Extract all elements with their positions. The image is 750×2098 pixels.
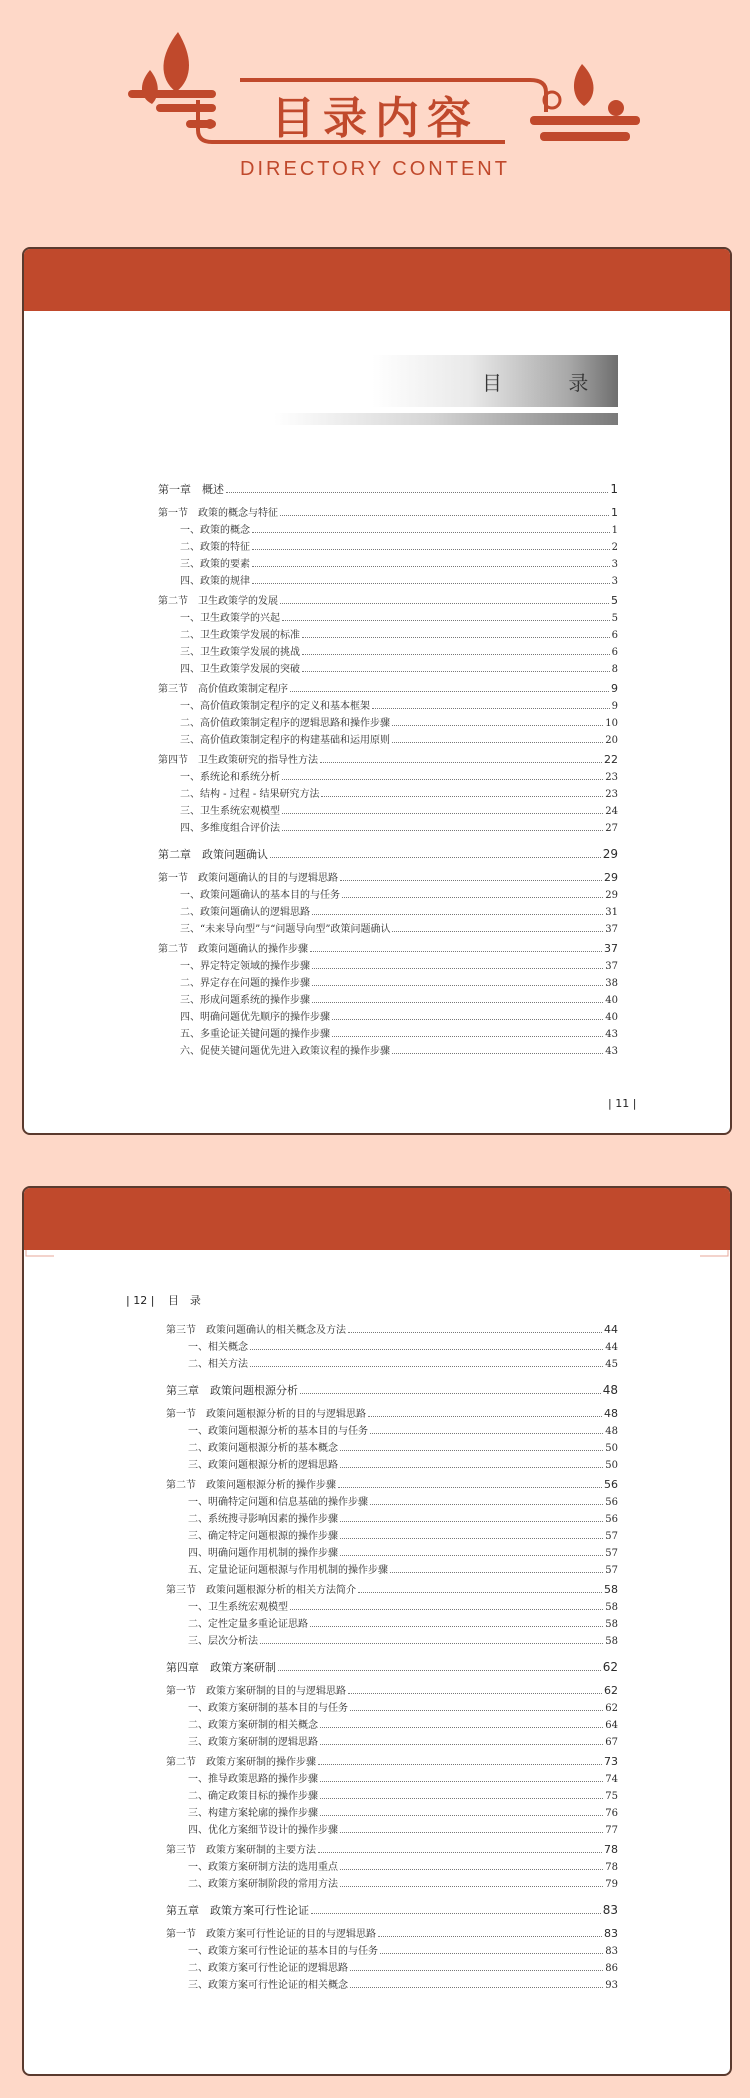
toc-entry-label: 二、政策问题根源分析的基本概念 — [188, 1443, 338, 1454]
toc-entry-chapter[interactable] — [166, 1382, 618, 1402]
dot-leader — [340, 1832, 603, 1833]
toc-entry-section[interactable] — [158, 940, 618, 957]
toc-entry-item[interactable] — [166, 1355, 618, 1372]
toc-entry-label: 三、政策问题根源分析的逻辑思路 — [188, 1460, 338, 1471]
toc-entry-label: 第二章 政策问题确认 — [158, 848, 268, 861]
toc-entry-item[interactable] — [166, 1493, 618, 1510]
toc-entry-label: 四、政策的规律 — [180, 576, 250, 587]
dot-leader — [250, 1366, 603, 1367]
toc-entry-item[interactable] — [166, 1527, 618, 1544]
toc-entry-label: 二、界定存在问题的操作步骤 — [180, 978, 310, 989]
toc-entry-chapter[interactable] — [166, 1902, 618, 1922]
dot-leader — [282, 620, 610, 621]
toc-entry-label: 四、明确问题作用机制的操作步骤 — [188, 1548, 338, 1559]
toc-entry-label: 二、定性定量多重论证思路 — [188, 1619, 308, 1630]
toc-entry-label: 二、政策问题确认的逻辑思路 — [180, 907, 310, 918]
toc-entry-label: 五、定量论证问题根源与作用机制的操作步骤 — [188, 1565, 388, 1576]
toc-entry-section[interactable] — [166, 1321, 618, 1338]
toc-entry-item[interactable] — [158, 572, 618, 589]
toc-entry-item[interactable] — [166, 1875, 618, 1892]
toc-entry-page: 83 — [605, 1946, 618, 1957]
toc-entry-chapter[interactable] — [158, 481, 618, 501]
toc-entry-label: 一、卫生系统宏观模型 — [188, 1602, 288, 1613]
toc-entry-page: 86 — [605, 1963, 618, 1974]
dot-leader — [320, 762, 602, 763]
dot-leader — [340, 1886, 603, 1887]
toc-entry-label: 三、政策方案可行性论证的相关概念 — [188, 1980, 348, 1991]
toc-entry-label: 二、确定政策目标的操作步骤 — [188, 1791, 318, 1802]
toc-entry-page: 6 — [611, 647, 618, 658]
toc-entry-item[interactable] — [166, 1804, 618, 1821]
toc-entry-label: 第三章 政策问题根源分析 — [166, 1384, 298, 1397]
dot-leader — [302, 671, 610, 672]
toc-entry-label: 第二节 卫生政策学的发展 — [158, 596, 278, 607]
toc-entry-label: 二、结构 - 过程 - 结果研究方法 — [180, 789, 320, 800]
toc-entry-page: 73 — [604, 1755, 618, 1768]
toc-entry-page: 1 — [610, 482, 618, 496]
toc-entry-label: 第二节 政策方案研制的操作步骤 — [166, 1757, 316, 1768]
toc-entry-item[interactable] — [166, 1439, 618, 1456]
dot-leader — [282, 813, 603, 814]
toc-entry-page: 57 — [605, 1565, 618, 1576]
dot-leader — [340, 1521, 603, 1522]
toc-entry-page: 44 — [605, 1342, 618, 1353]
corner-mark-icon — [700, 1250, 730, 1258]
toc-entry-page: 58 — [605, 1602, 618, 1613]
toc-entry-label: 第一节 政策问题确认的目的与逻辑思路 — [158, 873, 338, 884]
toc-entry-section[interactable] — [158, 869, 618, 886]
toc-entry-page: 48 — [604, 1407, 618, 1420]
dot-leader — [320, 1781, 603, 1782]
dot-leader — [252, 549, 610, 550]
toc-entry-page: 1 — [611, 506, 618, 519]
toc-entry-label: 第三节 政策问题根源分析的相关方法简介 — [166, 1585, 356, 1596]
dot-leader — [372, 708, 610, 709]
toc-entry-item[interactable] — [158, 1042, 618, 1059]
toc-entry-label: 三、卫生系统宏观模型 — [180, 806, 280, 817]
toc-entry-page: 78 — [604, 1843, 618, 1856]
toc-entry-label: 第一节 政策方案可行性论证的目的与逻辑思路 — [166, 1929, 376, 1940]
toc-entry-item[interactable] — [166, 1821, 618, 1838]
toc-entry-section[interactable] — [166, 1581, 618, 1598]
dot-leader — [320, 1798, 603, 1799]
toc-entry-page: 45 — [605, 1359, 618, 1370]
toc-entry-label: 三、政策的要素 — [180, 559, 250, 570]
dot-leader — [252, 566, 610, 567]
toc-entry-section[interactable] — [158, 504, 618, 521]
toc-page-11 — [22, 247, 732, 1135]
toc-entry-item[interactable] — [158, 731, 618, 748]
toc-entry-page: 43 — [605, 1046, 618, 1057]
running-head — [126, 1292, 211, 1308]
toc-entry-item[interactable] — [158, 521, 618, 538]
toc-title: 目 录 — [482, 371, 619, 395]
toc-entry-item[interactable] — [158, 957, 618, 974]
dot-leader — [380, 1953, 603, 1954]
toc-entry-section[interactable] — [166, 1925, 618, 1942]
dot-leader — [340, 1467, 603, 1468]
toc-entry-page: 23 — [605, 789, 618, 800]
toc-entry-page: 29 — [604, 871, 618, 884]
toc-entry-page: 83 — [604, 1927, 618, 1940]
toc-entry-page: 9 — [611, 701, 618, 712]
banner-title: 目录内容 — [271, 93, 479, 144]
toc-entry-item[interactable] — [158, 974, 618, 991]
dot-leader — [392, 725, 603, 726]
toc-entry-label: 一、相关概念 — [188, 1342, 248, 1353]
toc-entry-page: 31 — [605, 907, 618, 918]
dot-leader — [320, 1744, 603, 1745]
toc-entry-item[interactable] — [158, 819, 618, 836]
toc-entry-item[interactable] — [158, 714, 618, 731]
toc-entry-page: 43 — [605, 1029, 618, 1040]
toc-entry-item[interactable] — [166, 1422, 618, 1439]
toc-entry-page: 37 — [605, 961, 618, 972]
toc-entry-label: 一、政策问题根源分析的基本目的与任务 — [188, 1426, 368, 1437]
toc-entry-label: 一、界定特定领域的操作步骤 — [180, 961, 310, 972]
toc-entry-page: 38 — [605, 978, 618, 989]
toc-entry-page: 74 — [605, 1774, 618, 1785]
card-header-bar — [24, 249, 730, 311]
dot-leader — [312, 985, 603, 986]
dot-leader — [302, 637, 610, 638]
dot-leader — [290, 1609, 603, 1610]
toc-entry-label: 一、政策的概念 — [180, 525, 250, 536]
toc-entry-label: 一、政策方案可行性论证的基本目的与任务 — [188, 1946, 378, 1957]
toc-entry-item[interactable] — [166, 1456, 618, 1473]
toc-entry-item[interactable] — [158, 660, 618, 677]
dot-leader — [340, 880, 602, 881]
toc-entry-page: 3 — [611, 576, 618, 587]
toc-entry-label: 一、政策问题确认的基本目的与任务 — [180, 890, 340, 901]
dot-leader — [358, 1592, 602, 1593]
toc-entry-item[interactable] — [166, 1561, 618, 1578]
toc-entry-page: 79 — [605, 1879, 618, 1890]
toc-entry-label: 三、政策方案研制的逻辑思路 — [188, 1737, 318, 1748]
dot-leader — [370, 1433, 603, 1434]
toc-entry-item[interactable] — [166, 1942, 618, 1959]
toc-entry-label: 第四章 政策方案研制 — [166, 1661, 276, 1674]
toc-entry-section[interactable] — [166, 1682, 618, 1699]
toc-entry-item[interactable] — [166, 1959, 618, 1976]
toc-entry-label: 三、高价值政策制定程序的构建基础和运用原则 — [180, 735, 390, 746]
toc-entry-section[interactable] — [166, 1405, 618, 1422]
dot-leader — [348, 1693, 602, 1694]
toc-entry-item[interactable] — [166, 1976, 618, 1993]
dot-leader — [270, 857, 601, 858]
toc-entry-page: 37 — [604, 942, 618, 955]
toc-entry-item[interactable] — [166, 1787, 618, 1804]
toc-entry-chapter[interactable] — [166, 1659, 618, 1679]
dot-leader — [252, 583, 610, 584]
toc-entry-item[interactable] — [166, 1338, 618, 1355]
dot-leader — [226, 492, 608, 493]
toc-entry-page: 2 — [611, 542, 618, 553]
toc-entry-page: 75 — [605, 1791, 618, 1802]
toc-entry-label: 第二节 政策问题根源分析的操作步骤 — [166, 1480, 336, 1491]
dot-leader — [321, 796, 603, 797]
dot-leader — [342, 897, 603, 898]
toc-entry-page: 57 — [605, 1531, 618, 1542]
corner-mark-icon — [24, 1250, 54, 1258]
dot-leader — [280, 603, 609, 604]
toc-entry-page: 56 — [605, 1497, 618, 1508]
dot-leader — [392, 742, 603, 743]
toc-entry-label: 第一节 政策问题根源分析的目的与逻辑思路 — [166, 1409, 366, 1420]
toc-entry-item[interactable] — [166, 1598, 618, 1615]
dot-leader — [311, 1913, 601, 1914]
toc-entry-page: 44 — [604, 1323, 618, 1336]
toc-entry-item[interactable] — [158, 643, 618, 660]
toc-entry-item[interactable] — [158, 991, 618, 1008]
toc-entry-label: 二、政策方案可行性论证的逻辑思路 — [188, 1963, 348, 1974]
toc-entry-page: 40 — [605, 995, 618, 1006]
toc-entry-page: 76 — [605, 1808, 618, 1819]
dot-leader — [340, 1450, 603, 1451]
toc-entry-item[interactable] — [166, 1716, 618, 1733]
dot-leader — [310, 951, 602, 952]
toc-entry-page: 93 — [605, 1980, 618, 1991]
toc-entry-page: 5 — [611, 613, 618, 624]
toc-entry-label: 一、推导政策思路的操作步骤 — [188, 1774, 318, 1785]
dot-leader — [312, 914, 603, 915]
toc-entry-label: 第四节 卫生政策研究的指导性方法 — [158, 755, 318, 766]
toc-entry-label: 四、优化方案细节设计的操作步骤 — [188, 1825, 338, 1836]
toc-entry-label: 二、政策的特征 — [180, 542, 250, 553]
dot-leader — [340, 1538, 603, 1539]
toc-entry-section[interactable] — [158, 680, 618, 697]
toc-entry-page: 1 — [611, 525, 618, 536]
dot-leader — [310, 1626, 603, 1627]
dot-leader — [340, 1869, 603, 1870]
dot-leader — [332, 1036, 603, 1037]
toc-entry-page: 50 — [605, 1443, 618, 1454]
toc-entry-page: 24 — [605, 806, 618, 817]
toc-list — [158, 471, 618, 1059]
toc-entry-label: 四、明确问题优先顺序的操作步骤 — [180, 1012, 330, 1023]
toc-entry-label: 一、政策方案研制方法的选用重点 — [188, 1862, 338, 1873]
toc-entry-item[interactable] — [166, 1858, 618, 1875]
toc-title-box — [372, 355, 618, 407]
toc-entry-page: 8 — [611, 664, 618, 675]
toc-entry-page: 27 — [605, 823, 618, 834]
toc-entry-page: 56 — [605, 1514, 618, 1525]
toc-entry-label: 第一节 政策方案研制的目的与逻辑思路 — [166, 1686, 346, 1697]
toc-entry-item[interactable] — [158, 920, 618, 937]
dot-leader — [282, 779, 603, 780]
toc-entry-page: 48 — [605, 1426, 618, 1437]
dot-leader — [282, 830, 603, 831]
toc-entry-item[interactable] — [158, 903, 618, 920]
dot-leader — [340, 1555, 603, 1556]
dot-leader — [350, 1710, 603, 1711]
toc-entry-label: 三、构建方案轮廓的操作步骤 — [188, 1808, 318, 1819]
toc-entry-label: 一、明确特定问题和信息基础的操作步骤 — [188, 1497, 368, 1508]
toc-entry-label: 第二节 政策问题确认的操作步骤 — [158, 944, 308, 955]
toc-entry-label: 二、政策方案研制阶段的常用方法 — [188, 1879, 338, 1890]
toc-entry-label: 三、“未来导向型”与“问题导向型”政策问题确认 — [180, 924, 391, 935]
dot-leader — [318, 1852, 602, 1853]
toc-entry-page: 83 — [602, 1903, 618, 1917]
toc-entry-item[interactable] — [158, 609, 618, 626]
toc-entry-item[interactable] — [158, 697, 618, 714]
toc-entry-label: 第三节 政策方案研制的主要方法 — [166, 1845, 316, 1856]
toc-entry-page: 57 — [605, 1548, 618, 1559]
toc-entry-page: 62 — [602, 1660, 618, 1674]
toc-entry-page: 62 — [605, 1703, 618, 1714]
toc-entry-item[interactable] — [158, 1025, 618, 1042]
dot-leader — [348, 1332, 602, 1333]
toc-entry-page: 3 — [611, 559, 618, 570]
dot-leader — [260, 1643, 603, 1644]
toc-entry-page: 58 — [605, 1619, 618, 1630]
dot-leader — [320, 1815, 603, 1816]
toc-entry-label: 一、系统论和系统分析 — [180, 772, 280, 783]
toc-entry-page: 6 — [611, 630, 618, 641]
toc-entry-section[interactable] — [158, 592, 618, 609]
toc-entry-item[interactable] — [158, 785, 618, 802]
toc-entry-label: 二、相关方法 — [188, 1359, 248, 1370]
card-header-bar — [24, 1188, 730, 1250]
toc-entry-label: 第三节 政策问题确认的相关概念及方法 — [166, 1325, 346, 1336]
toc-entry-label: 二、系统搜寻影响因素的操作步骤 — [188, 1514, 338, 1525]
toc-entry-label: 第一节 政策的概念与特征 — [158, 508, 278, 519]
header-banner — [0, 0, 750, 210]
dot-leader — [370, 1504, 603, 1505]
toc-entry-page: 58 — [605, 1636, 618, 1647]
toc-entry-page: 78 — [605, 1862, 618, 1873]
toc-entry-page: 10 — [605, 718, 618, 729]
dot-leader — [392, 931, 603, 932]
page-number: | 12 | — [126, 1294, 155, 1307]
toc-entry-label: 二、高价值政策制定程序的逻辑思路和操作步骤 — [180, 718, 390, 729]
toc-entry-label: 四、多维度组合评价法 — [180, 823, 280, 834]
toc-entry-page: 9 — [611, 682, 618, 695]
dot-leader — [318, 1764, 602, 1765]
toc-entry-item[interactable] — [166, 1510, 618, 1527]
toc-entry-label: 三、确定特定问题根源的操作步骤 — [188, 1531, 338, 1542]
toc-entry-label: 第五章 政策方案可行性论证 — [166, 1904, 309, 1917]
toc-entry-section[interactable] — [158, 751, 618, 768]
toc-entry-item[interactable] — [166, 1699, 618, 1716]
toc-entry-label: 三、形成问题系统的操作步骤 — [180, 995, 310, 1006]
toc-list — [166, 1318, 618, 1993]
toc-entry-label: 六、促使关键问题优先进入政策议程的操作步骤 — [180, 1046, 390, 1057]
toc-entry-item[interactable] — [158, 626, 618, 643]
toc-entry-item[interactable] — [158, 886, 618, 903]
toc-entry-section[interactable] — [166, 1753, 618, 1770]
toc-entry-item[interactable] — [158, 555, 618, 572]
toc-entry-label: 三、卫生政策学发展的挑战 — [180, 647, 300, 658]
toc-entry-label: 三、层次分析法 — [188, 1636, 258, 1647]
dot-leader — [300, 1393, 601, 1394]
toc-entry-page: 20 — [605, 735, 618, 746]
toc-entry-label: 五、多重论证关键问题的操作步骤 — [180, 1029, 330, 1040]
toc-entry-page: 48 — [602, 1383, 618, 1397]
toc-entry-label: 二、政策方案研制的相关概念 — [188, 1720, 318, 1731]
dot-leader — [392, 1053, 603, 1054]
dot-leader — [368, 1416, 602, 1417]
dot-leader — [250, 1349, 603, 1350]
dot-leader — [312, 1002, 603, 1003]
dot-leader — [280, 515, 609, 516]
dot-leader — [302, 654, 610, 655]
toc-title-underline — [274, 413, 618, 425]
toc-entry-item[interactable] — [158, 538, 618, 555]
dot-leader — [278, 1670, 601, 1671]
dot-leader — [320, 1727, 603, 1728]
toc-entry-item[interactable] — [166, 1615, 618, 1632]
dot-leader — [390, 1572, 603, 1573]
toc-entry-page: 58 — [604, 1583, 618, 1596]
toc-entry-item[interactable] — [158, 768, 618, 785]
dot-leader — [378, 1936, 602, 1937]
toc-entry-page: 29 — [602, 847, 618, 861]
dot-leader — [338, 1487, 602, 1488]
toc-entry-page: 22 — [604, 753, 618, 766]
running-head-title: 目 录 — [167, 1294, 201, 1307]
toc-entry-page: 37 — [605, 924, 618, 935]
toc-entry-label: 一、高价值政策制定程序的定义和基本框架 — [180, 701, 370, 712]
toc-entry-item[interactable] — [166, 1632, 618, 1649]
toc-entry-label: 第三节 高价值政策制定程序 — [158, 684, 288, 695]
toc-entry-section[interactable] — [166, 1841, 618, 1858]
toc-entry-page: 62 — [604, 1684, 618, 1697]
banner-subtitle: DIRECTORY CONTENT — [240, 158, 510, 180]
toc-entry-page: 5 — [611, 594, 618, 607]
toc-entry-page: 50 — [605, 1460, 618, 1471]
toc-entry-label: 一、政策方案研制的基本目的与任务 — [188, 1703, 348, 1714]
toc-entry-item[interactable] — [166, 1770, 618, 1787]
dot-leader — [312, 968, 603, 969]
toc-entry-page: 23 — [605, 772, 618, 783]
toc-page-12 — [22, 1186, 732, 2076]
toc-entry-page: 40 — [605, 1012, 618, 1023]
toc-entry-page: 29 — [605, 890, 618, 901]
toc-entry-item[interactable] — [158, 1008, 618, 1025]
toc-entry-label: 二、卫生政策学发展的标准 — [180, 630, 300, 641]
toc-entry-page: 67 — [605, 1737, 618, 1748]
dot-leader — [350, 1970, 603, 1971]
toc-entry-page: 56 — [604, 1478, 618, 1491]
page-number: | 11 | — [608, 1097, 637, 1110]
dot-leader — [332, 1019, 603, 1020]
toc-entry-item[interactable] — [158, 802, 618, 819]
toc-entry-page: 64 — [605, 1720, 618, 1731]
toc-entry-label: 一、卫生政策学的兴起 — [180, 613, 280, 624]
toc-entry-chapter[interactable] — [158, 846, 618, 866]
toc-entry-page: 77 — [605, 1825, 618, 1836]
dot-leader — [290, 691, 609, 692]
dot-leader — [350, 1987, 603, 1988]
toc-entry-item[interactable] — [166, 1733, 618, 1750]
toc-entry-item[interactable] — [166, 1544, 618, 1561]
dot-leader — [252, 532, 610, 533]
toc-entry-section[interactable] — [166, 1476, 618, 1493]
toc-entry-label: 四、卫生政策学发展的突破 — [180, 664, 300, 675]
toc-entry-label: 第一章 概述 — [158, 483, 224, 496]
